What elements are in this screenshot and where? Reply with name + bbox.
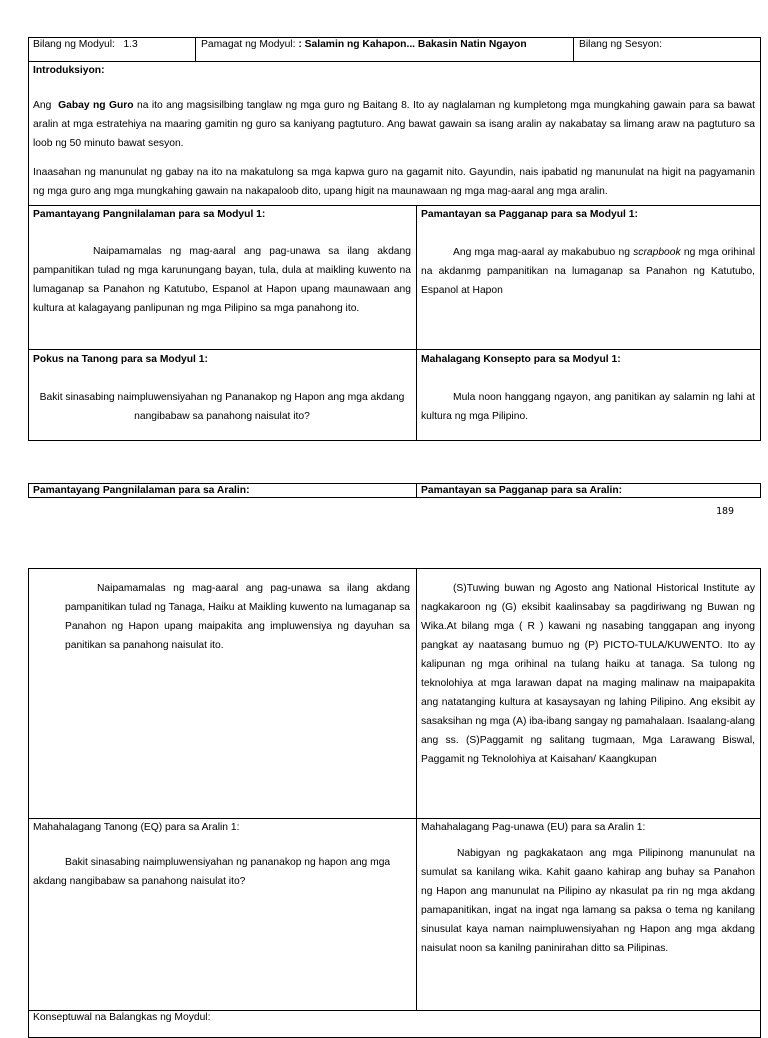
intro-paragraph-1 bbox=[33, 96, 755, 153]
grid-line bbox=[416, 568, 417, 1010]
lesson-performance-standard-body: (S)Tuwing buwan ng Agosto ang National Historical Institute ay nagkakaroon ng (G) eksibit kaalinsabay sa pagdiriwang ng Buwan ng Wika.At bilang mga ( R ) kawani ng nasabing tanggapan ang inyong pangkat ay naatasang bumuo ng (P) PICTO-TULA/KUWENTO. Ito ay kalipunan ng mga orihinal na tulang haiku at tanaga. Sa tulong ng teknolohiya at mga larawan dapat na maging malinaw na maipapakita ang natatanging kultura at kasaysayan ng lahing Pilipino. Ang eksibit ay sasaksihan ng mga (A) iba-ibang sangay ng pamahalaan. Isaalang-alang ang ss. (S)Paggamit ng salitang tugmaan, Mga Larawang Biswal, Paggamit ng Teknolohiya at Kaisahan/ Kaangkupan bbox=[421, 583, 755, 765]
essential-understanding-text bbox=[421, 844, 755, 958]
lesson-performance-standard-heading: Pamantayan sa Pagganap para sa Aralin: bbox=[421, 485, 623, 496]
module-title-label: Pamagat ng Modyul: bbox=[201, 39, 296, 50]
essential-understanding-body: Nabigyan ng pagkakataon ang mga Pilipinong manunulat na sumulat sa kanilang wika. Kahit gaano kahirap ang buhay sa Panahon ng Hapon ang manunulat na Pilipino ay nkasulat pa rin ng mga akdang pamapanitikan, ingat na ingat nga lamang sa paksa o tema ng kanilang sinusulat kaya naman naimpluwensiyahan ng Hapon ang mga akdang naisulat noon sa kanilng paninirahan ditto sa Pilipinas. bbox=[421, 848, 755, 954]
module-title-cell bbox=[201, 35, 527, 54]
module-key-concept-body: Mula noon hanggang ngayon, ang panitikan ay salamin ng lahi at kultura ng mga Pilipino. bbox=[421, 392, 755, 422]
module-title-value: : Salamin ng Kahapon... Bakasin Natin Ngayon bbox=[298, 39, 527, 50]
intro-p1-pre: Ang bbox=[33, 100, 52, 111]
lesson-content-standard-text bbox=[65, 579, 410, 655]
grid-line bbox=[416, 483, 417, 498]
module-key-concept-text bbox=[421, 388, 755, 426]
grid-line bbox=[28, 61, 761, 62]
lesson-performance-standard-text bbox=[421, 579, 755, 769]
module-performance-pre: Ang mga mag-aaral ay makabubuo ng bbox=[453, 247, 630, 258]
module-performance-italic: scrapbook bbox=[633, 247, 681, 258]
module-performance-standard-heading: Pamantayan sa Pagganap para sa Modyul 1: bbox=[421, 209, 638, 220]
lesson-content-standard-heading: Pamantayang Pangnilalaman para sa Aralin: bbox=[33, 485, 250, 496]
grid-line bbox=[416, 205, 417, 441]
intro-heading: Introduksiyon: bbox=[33, 65, 105, 76]
module-number-value: 1.3 bbox=[123, 39, 138, 50]
essential-understanding-heading: Mahahalagang Pag-unawa (EU) para sa Aralin 1: bbox=[421, 822, 646, 833]
lesson-content-standard-body: Naipamamalas ng mag-aaral ang pag-unawa sa ilang akdang pampanitikan tulad ng Tanaga, Haiku at Maikling kuwento na lumaganap sa Panahon ng Hapon upang maipakita ang impluwensiya ng dayuhan sa panitikan sa panahong naisulat ito. bbox=[65, 583, 410, 651]
essential-question-body: Bakit sinasabing naimpluwensiyahan ng pananakop ng hapon ang mga akdang nangibabaw sa panahong naisulat ito? bbox=[33, 857, 391, 887]
page-number: 189 bbox=[716, 506, 735, 517]
conceptual-framework-heading: Konseptuwal na Balangkas ng Moydul: bbox=[33, 1012, 211, 1023]
module-content-standard-text bbox=[33, 242, 411, 318]
module-number-cell bbox=[33, 35, 138, 54]
intro-paragraph-2: Inaasahan ng manunulat ng gabay na ito na makatulong sa mga kapwa guro na gagamit nito. Gayundin, nais ipabatid ng manunulat na higit na pagyamanin ng mga guro ang mga mungkahing gawain na nakapaloob dito, upang higit na maunawaan ng mga mag-aaral ang mga aralin. bbox=[33, 167, 755, 197]
module-focus-question-text: Bakit sinasabing naimpluwensiyahan ng Pananakop ng Hapon ang mga akdang nangibabaw sa panahong naisulat ito? bbox=[39, 392, 405, 422]
module-key-concept-heading: Mahalagang Konsepto para sa Modyul 1: bbox=[421, 354, 621, 365]
session-number-label: Bilang ng Sesyon: bbox=[579, 39, 663, 50]
module-number-label: Bilang ng Modyul: bbox=[33, 39, 115, 50]
module-performance-standard-text bbox=[421, 243, 755, 300]
essential-question-text bbox=[33, 853, 411, 891]
module-focus-question-heading: Pokus na Tanong para sa Modyul 1: bbox=[33, 354, 208, 365]
essential-question-heading: Mahahalagang Tanong (EQ) para sa Aralin 1: bbox=[33, 822, 240, 833]
grid-line bbox=[573, 37, 574, 61]
module-content-standard-heading: Pamantayang Pangnilalaman para sa Modyul 1: bbox=[33, 209, 266, 220]
module-content-standard-body: Naipamamalas ng mag-aaral ang pag-unawa sa ilang akdang pampanitikan tulad ng mga karunungang bayan, tula, dula at maikling kuwento na lumaganap sa Panahon ng Katutubo, Espanol at Hapon upang maunawaan ang kultura at kalagayang panlipunan ng mga Pilipino sa mga panahong ito. bbox=[33, 246, 411, 314]
grid-line bbox=[195, 37, 196, 61]
intro-p1-bold: Gabay ng Guro bbox=[58, 100, 134, 111]
intro-p1-rest: na ito ang magsisilbing tanglaw ng mga guro ng Baitang 8. Ito ay naglalaman ng kumpletong mga mungkahing gawain para sa bawat aralin at mga estratehiya na maaring gamitin ng guro sa kaniyang pagtuturo. Ang bawat gawain sa isang aralin ay nakabatay sa limang araw na pagtuturo sa loob ng 50 minuto bawat sesyon. bbox=[33, 100, 755, 149]
module-performance-post: ng mga orihinal na akdanmg pampanitikan na lumaganap sa Panahon ng Katutubo, Espanol at Hapon bbox=[421, 247, 755, 296]
